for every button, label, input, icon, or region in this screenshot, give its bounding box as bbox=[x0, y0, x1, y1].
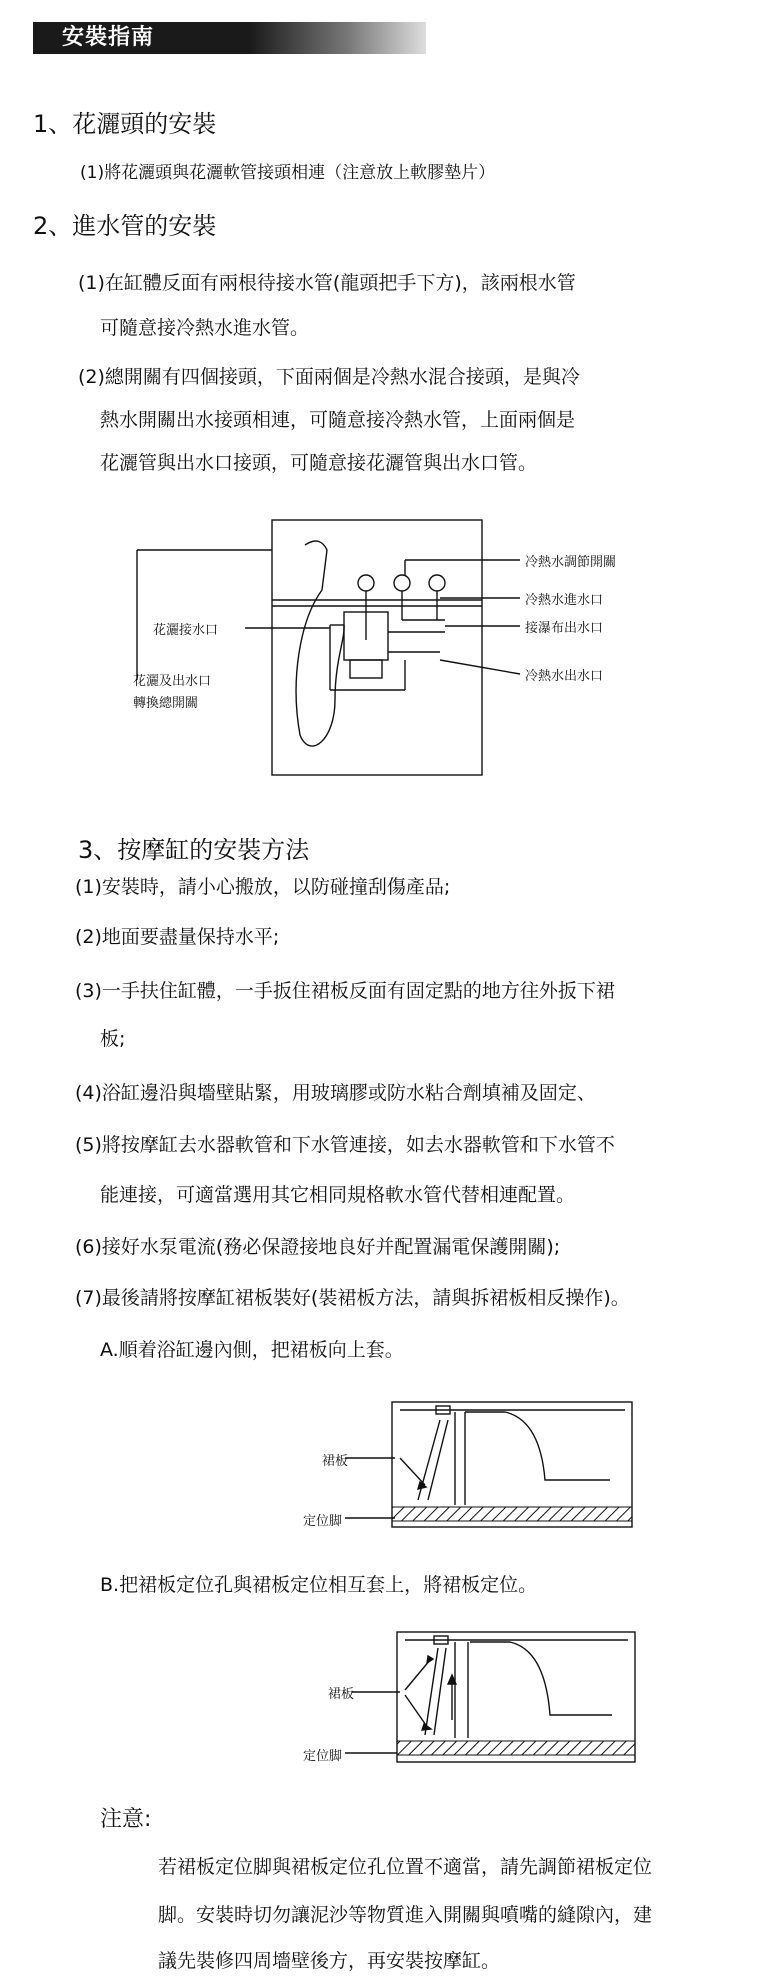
section3-item-3-cont: 板; bbox=[100, 1028, 126, 1050]
label-temp-switch: 冷熱水調節開關 bbox=[525, 555, 617, 570]
section2-item1-line2: 可隨意接冷熱水進水管。 bbox=[100, 317, 310, 339]
diagram-a-label-foot: 定位脚 bbox=[303, 1514, 343, 1529]
note-line3: 議先裝修四周墻壁後方，再安裝按摩缸。 bbox=[158, 1950, 501, 1972]
section3-heading: 3、按摩缸的安裝方法 bbox=[78, 836, 310, 864]
diagram-b-label-foot: 定位脚 bbox=[303, 1749, 343, 1764]
label-outlet: 冷熱水出水口 bbox=[525, 669, 604, 684]
section3-item-3: (3)一手扶住缸體，一手扳住裙板反面有固定點的地方往外扳下裙 bbox=[75, 980, 615, 1002]
section1-item1: (1)將花灑頭與花灑軟管接頭相連（注意放上軟膠墊片） bbox=[80, 163, 496, 183]
skirt-diagram-b bbox=[0, 1620, 778, 1790]
section3-item-1: (1)安裝時，請小心搬放，以防碰撞刮傷產品; bbox=[75, 876, 451, 898]
note-line2: 脚。安裝時切勿讓泥沙等物質進入開關與噴嘴的縫隙內，建 bbox=[158, 1904, 653, 1926]
label-waterfall: 接瀑布出水口 bbox=[525, 621, 604, 636]
section3-item-7: (7)最後請將按摩缸裙板裝好(裝裙板方法，請與拆裙板相反操作)。 bbox=[75, 1287, 630, 1309]
section1-heading: 1、花灑頭的安裝 bbox=[33, 110, 217, 138]
step-a: A.順着浴缸邊內側，把裙板向上套。 bbox=[100, 1339, 404, 1361]
label-switch-line1: 花灑及出水口 bbox=[133, 674, 212, 689]
skirt-diagram-a bbox=[0, 1390, 778, 1560]
label-switch-line2: 轉換總開關 bbox=[133, 696, 199, 711]
label-inlet: 冷熱水進水口 bbox=[525, 593, 604, 608]
diagram-b-label-panel: 裙板 bbox=[328, 1687, 355, 1702]
step-b: B.把裙板定位孔與裙板定位相互套上，將裙板定位。 bbox=[100, 1574, 538, 1596]
note-line1: 若裙板定位脚與裙板定位孔位置不適當，請先調節裙板定位 bbox=[158, 1856, 653, 1878]
section3-item-5-cont: 能連接，可適當選用其它相同規格軟水管代替相連配置。 bbox=[100, 1184, 576, 1206]
label-shower-inlet: 花灑接水口 bbox=[153, 623, 219, 638]
section3-item-6: (6)接好水泵電流(務必保證接地良好并配置漏電保護開關); bbox=[75, 1236, 561, 1258]
section2-item1-line1: (1)在缸體反面有兩根待接水管(龍頭把手下方)，該兩根水管 bbox=[78, 272, 576, 294]
diagram-a-label-panel: 裙板 bbox=[322, 1454, 349, 1469]
page-title: 安裝指南 bbox=[62, 25, 155, 50]
section3-item-5: (5)將按摩缸去水器軟管和下水管連接，如去水器軟管和下水管不 bbox=[75, 1134, 615, 1156]
section2-heading: 2、進水管的安裝 bbox=[33, 212, 217, 240]
section2-item2-line1: (2)總開關有四個接頭，下面兩個是冷熱水混合接頭，是與冷 bbox=[78, 366, 580, 388]
section3-item-2: (2)地面要盡量保持水平; bbox=[75, 926, 280, 948]
section2-item2-line3: 花灑管與出水口接頭，可隨意接花灑管與出水口管。 bbox=[100, 452, 538, 474]
note-title: 注意: bbox=[100, 1807, 152, 1832]
section2-item2-line2: 熱水開關出水接頭相連，可隨意接冷熱水管，上面兩個是 bbox=[100, 409, 576, 431]
plumbing-diagram bbox=[0, 0, 778, 800]
section3-item-4: (4)浴缸邊沿與墻壁貼緊，用玻璃膠或防水粘合劑填補及固定、 bbox=[75, 1082, 596, 1104]
